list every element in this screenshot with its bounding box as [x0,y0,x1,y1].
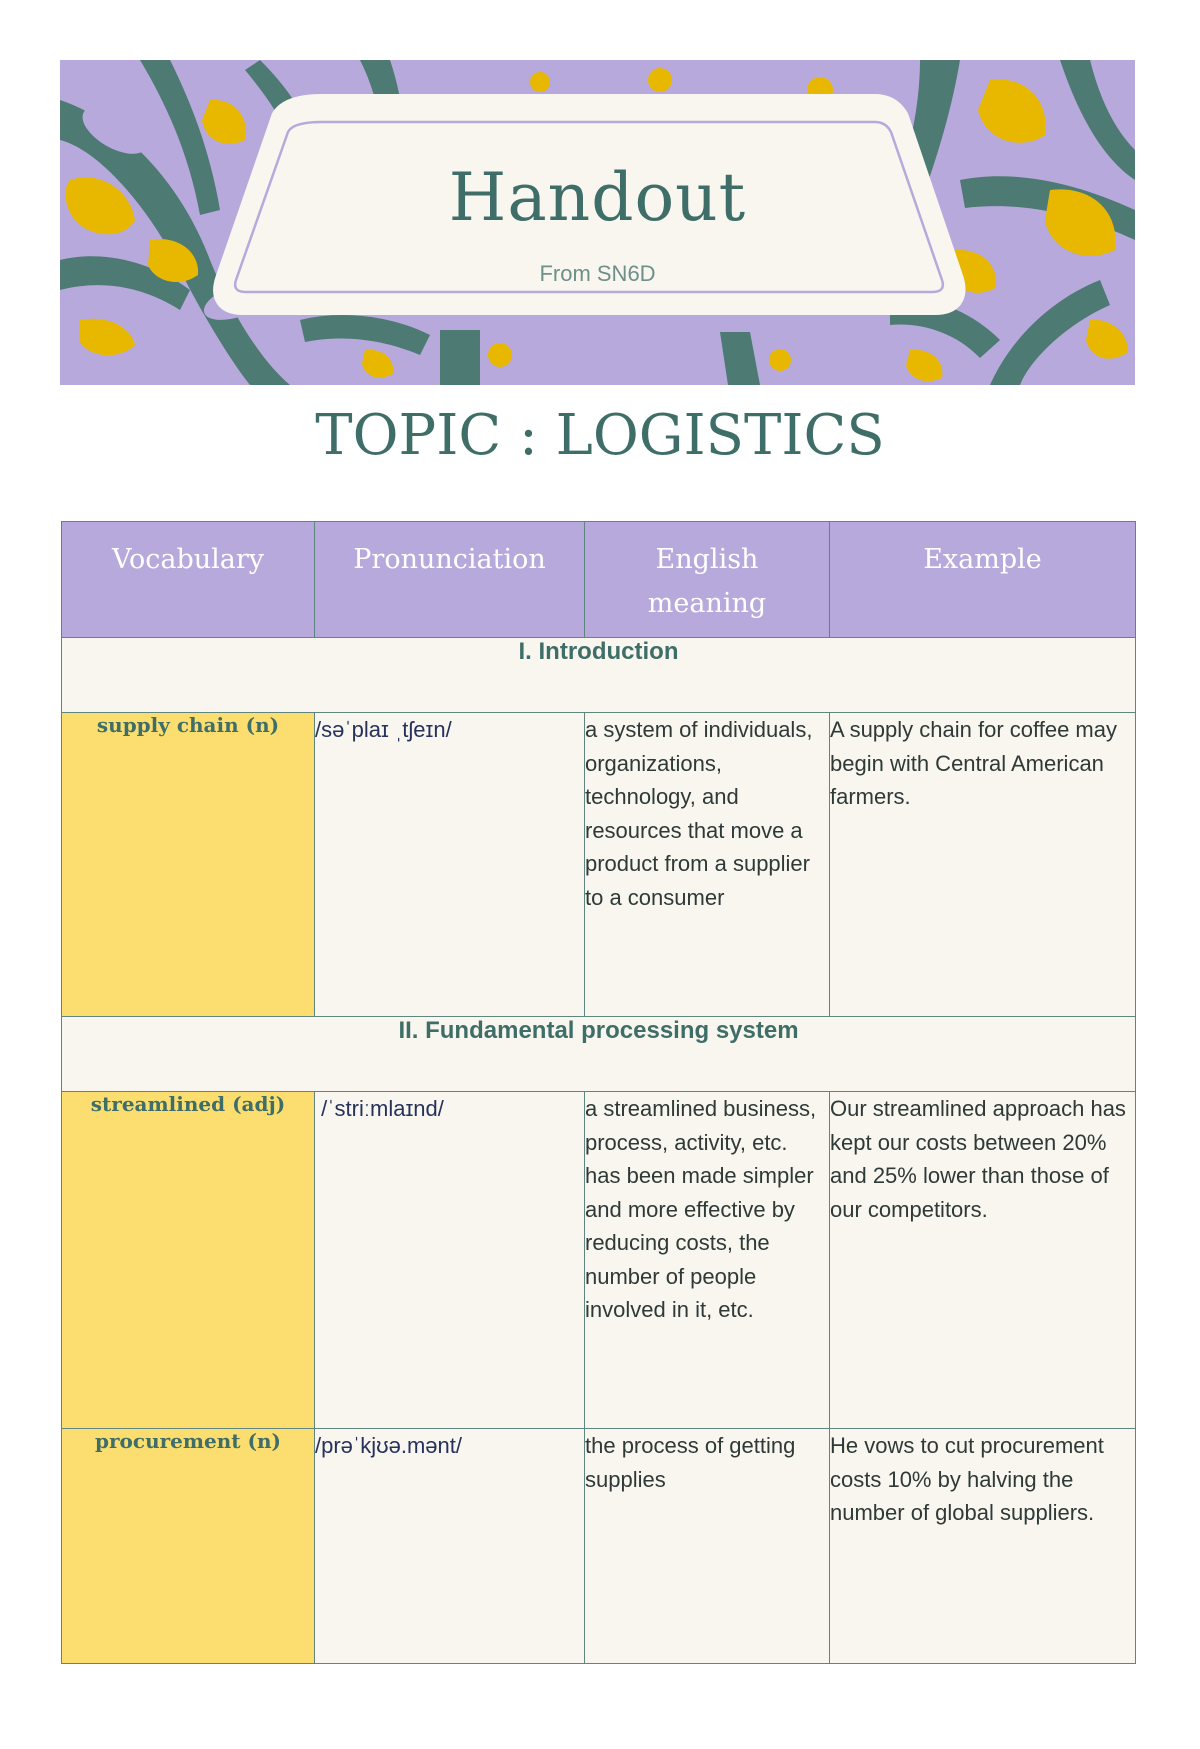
table-row [62,1092,1136,1429]
example-sentence: Our streamlined approach has kept our costs between 20% and 25% lower than those of our competitors. [830,1092,1136,1429]
example-sentence: A supply chain for coffee may begin with Central American farmers. [830,713,1136,1017]
vocabulary-word: supply chain (n) [62,713,315,1017]
handout-subtitle: From SN6D [539,261,656,286]
table-row [62,713,1136,1017]
pronunciation: /prəˈkjʊə.mənt/ [315,1429,585,1664]
topic-heading: TOPIC : LOGISTICS [315,403,885,468]
section-row-fundamental-processing [62,1017,1136,1092]
header-banner [60,60,1135,385]
pronunciation: /ˈstriːmlaɪnd/ [315,1092,585,1429]
english-meaning: the process of getting supplies [585,1429,830,1664]
english-meaning: a system of individuals, organizations, technology, and resources that move a product from a supplier to a consumer [585,713,830,1017]
vocabulary-word: streamlined (adj) [62,1092,315,1429]
pronunciation: /səˈplaɪ ˌtʃeɪn/ [315,713,585,1017]
handout-title: Handout [448,159,747,236]
section-row-introduction [62,638,1136,713]
english-meaning: a streamlined business, process, activity, etc. has been made simpler and more effective by reducing costs, the number of people involved in it, etc. [585,1092,830,1429]
column-header-example: Example [830,522,1136,638]
column-header-english-meaning: English meaning [585,522,830,638]
table-header-row [62,522,1136,638]
vocabulary-word: procurement (n) [62,1429,315,1664]
section-title: II. Fundamental processing system [62,1017,1136,1092]
section-title: I. Introduction [62,638,1136,713]
table-row [62,1429,1136,1664]
vocabulary-table [61,521,1136,1664]
column-header-pronunciation: Pronunciation [315,522,585,638]
column-header-vocabulary: Vocabulary [62,522,315,638]
example-sentence: He vows to cut procurement costs 10% by halving the number of global suppliers. [830,1429,1136,1664]
